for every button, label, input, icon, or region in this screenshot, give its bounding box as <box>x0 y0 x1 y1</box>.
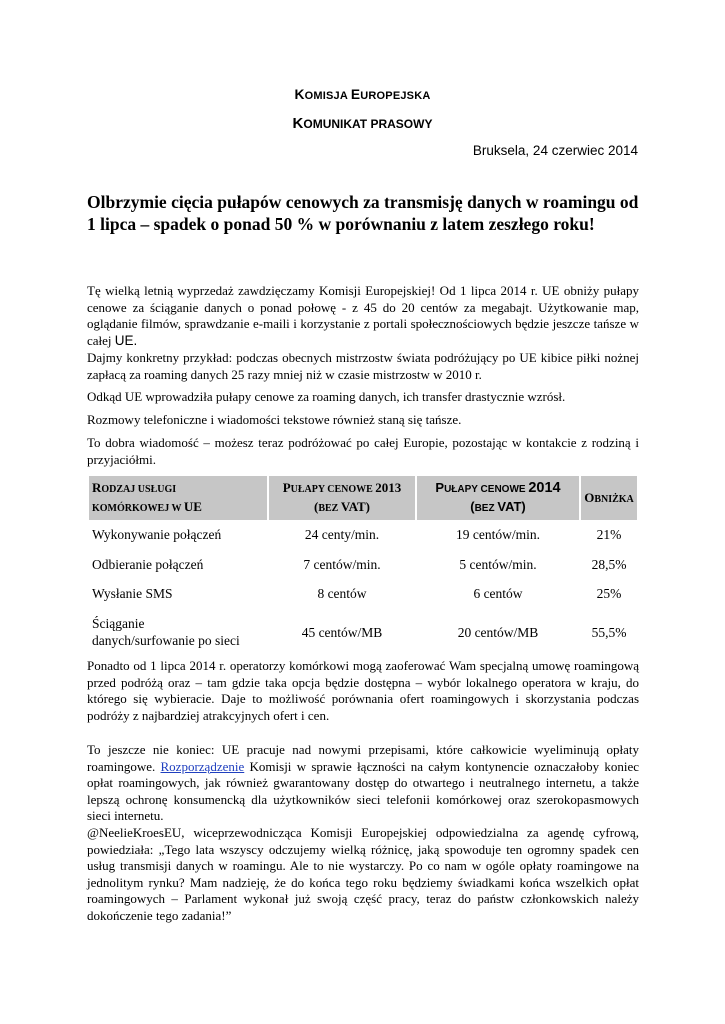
cell-reduction: 55,5% <box>591 624 627 640</box>
paragraph-roaming-offers: Ponadto od 1 lipca 2014 r. operatorzy komórkowi mogą zaoferować Wam specjalną umowę roamingową przed podróżą oraz – tam gdzie taka opcja będzie dostępna – wybór lokalnego operatora w kraju, do którego się wybieracie. Daje to możliwość porównania ofert roamingowych i skorzystania podczas podróży z najbardziej atrakcyjnych ofert i cen. <box>87 658 639 723</box>
paragraph-data-growth: Odkąd UE wprowadziła pułapy cenowe za roaming danych, ich transfer drastycznie wzrósł. <box>87 389 566 404</box>
paragraph-calls-sms: Rozmowy telefoniczne i wiadomości tekstowe również staną się tańsze. <box>87 412 462 427</box>
cell-service: Wysłanie SMS <box>92 585 173 601</box>
header-service-type: RODZAJ USŁUGI KOMÓRKOWEJ W UE <box>89 476 267 520</box>
cell-reduction: 25% <box>596 585 622 601</box>
organization-name: KOMISJA EUROPEJSKA <box>294 87 431 102</box>
table-row <box>89 520 637 550</box>
table-row <box>89 608 637 656</box>
cell-service: Wykonywanie połączeń <box>92 527 222 542</box>
cell-cap-2014: 20 centów/MB <box>457 624 539 640</box>
table-header-row <box>89 476 637 520</box>
cell-reduction: 21% <box>596 527 622 542</box>
table-row <box>89 579 637 608</box>
cell-service: Ściąganie danych/surfowanie po sieci <box>92 616 240 648</box>
document-type: KOMUNIKAT PRASOWY <box>292 115 433 132</box>
paragraph-good-news: To dobra wiadomość – możesz teraz podróżować po całej Europie, pozostając w kontakcie z rodziną i przyjaciółmi. <box>87 435 639 467</box>
cell-cap-2014: 19 centów/min. <box>456 527 540 542</box>
paragraph-example: Dajmy konkretny przykład: podczas obecnych mistrzostw świata podróżujący po UE kibice piłki nożnej zapłacą za roaming danych 25 razy mniej niż w czasie mistrzostw w 2010 r. <box>87 350 639 382</box>
cell-service: Odbieranie połączeń <box>92 556 204 572</box>
headline: Olbrzymie cięcia pułapów cenowych za transmisję danych w roamingu od 1 lipca – spadek o ponad 50 % w porównaniu z latem zeszłego roku! <box>87 192 639 234</box>
dateline: Bruksela, 24 czerwiec 2014 <box>472 143 638 158</box>
cell-cap-2013: 45 centów/MB <box>301 624 383 640</box>
table-row <box>89 550 637 579</box>
paragraph-intro: Tę wielką letnią wyprzedaż zawdzięczamy Komisji Europejskiej! Od 1 lipca 2014 r. UE obniży pułapy cenowe za ściąganie danych o ponad połowę - z 45 do 20 centów za megabajt. Użytkowanie map, oglądanie filmów, sprawdzanie e-maili i korzystanie z portali społecznościowych będzie jeszcze tańsze w całej UE. <box>87 283 639 348</box>
cell-cap-2013: 24 centy/min. <box>304 527 380 542</box>
regulation-link[interactable]: Rozporządzenie <box>160 758 245 774</box>
cell-cap-2013: 8 centów <box>317 585 367 601</box>
cell-cap-2014: 6 centów <box>473 585 523 601</box>
paragraph-quote: @NeelieKroesEU, wiceprzewodnicząca Komisji Europejskiej odpowiedzialna za agendę cyfrową, powiedziała: „Tego lata wszyscy odczujemy wielką różnicę, jaką spowoduje ten ogromny spadek cen usług transmisji danych w roamingu. Ale to nie wystarczy. Po co nam w ogóle opłaty roamingowe na jednolitym rynku? Mam nadzieję, że do końca tego roku będziemy świadkami końca wszelkich opłat roamingowych – Parlament wykonał już swoją część pracy, teraz do państw członkowskich należy dokończenie tego zadania!” <box>87 825 639 923</box>
header-reduction: OBNIŻKA <box>581 476 637 520</box>
header-cap-2014: PUŁAPY CENOWE 2014 (BEZ VAT) <box>417 476 579 520</box>
roaming-price-cap-table <box>87 476 639 656</box>
header-cap-2013: PUŁAPY CENOWE 2013 (BEZ VAT) <box>269 476 415 520</box>
cell-cap-2013: 7 centów/min. <box>303 556 381 572</box>
cell-reduction: 28,5% <box>591 556 627 572</box>
cell-cap-2014: 5 centów/min. <box>459 556 537 572</box>
paragraph-new-regulation: To jeszcze nie koniec: UE pracuje nad nowymi przepisami, które całkowicie wyeliminują opłaty roamingowe. Rozporządzenie Komisji w sprawie łączności na całym kontynencie oznaczałoby koniec opłat roamingowych, jak również gwarantowany dostęp do otwartego i neutralnego internetu, a także lepszą ochronę konsumencką dla użytkowników sieci telefonii komórkowej oraz szerokopasmowych sieci internetu. <box>87 742 639 823</box>
